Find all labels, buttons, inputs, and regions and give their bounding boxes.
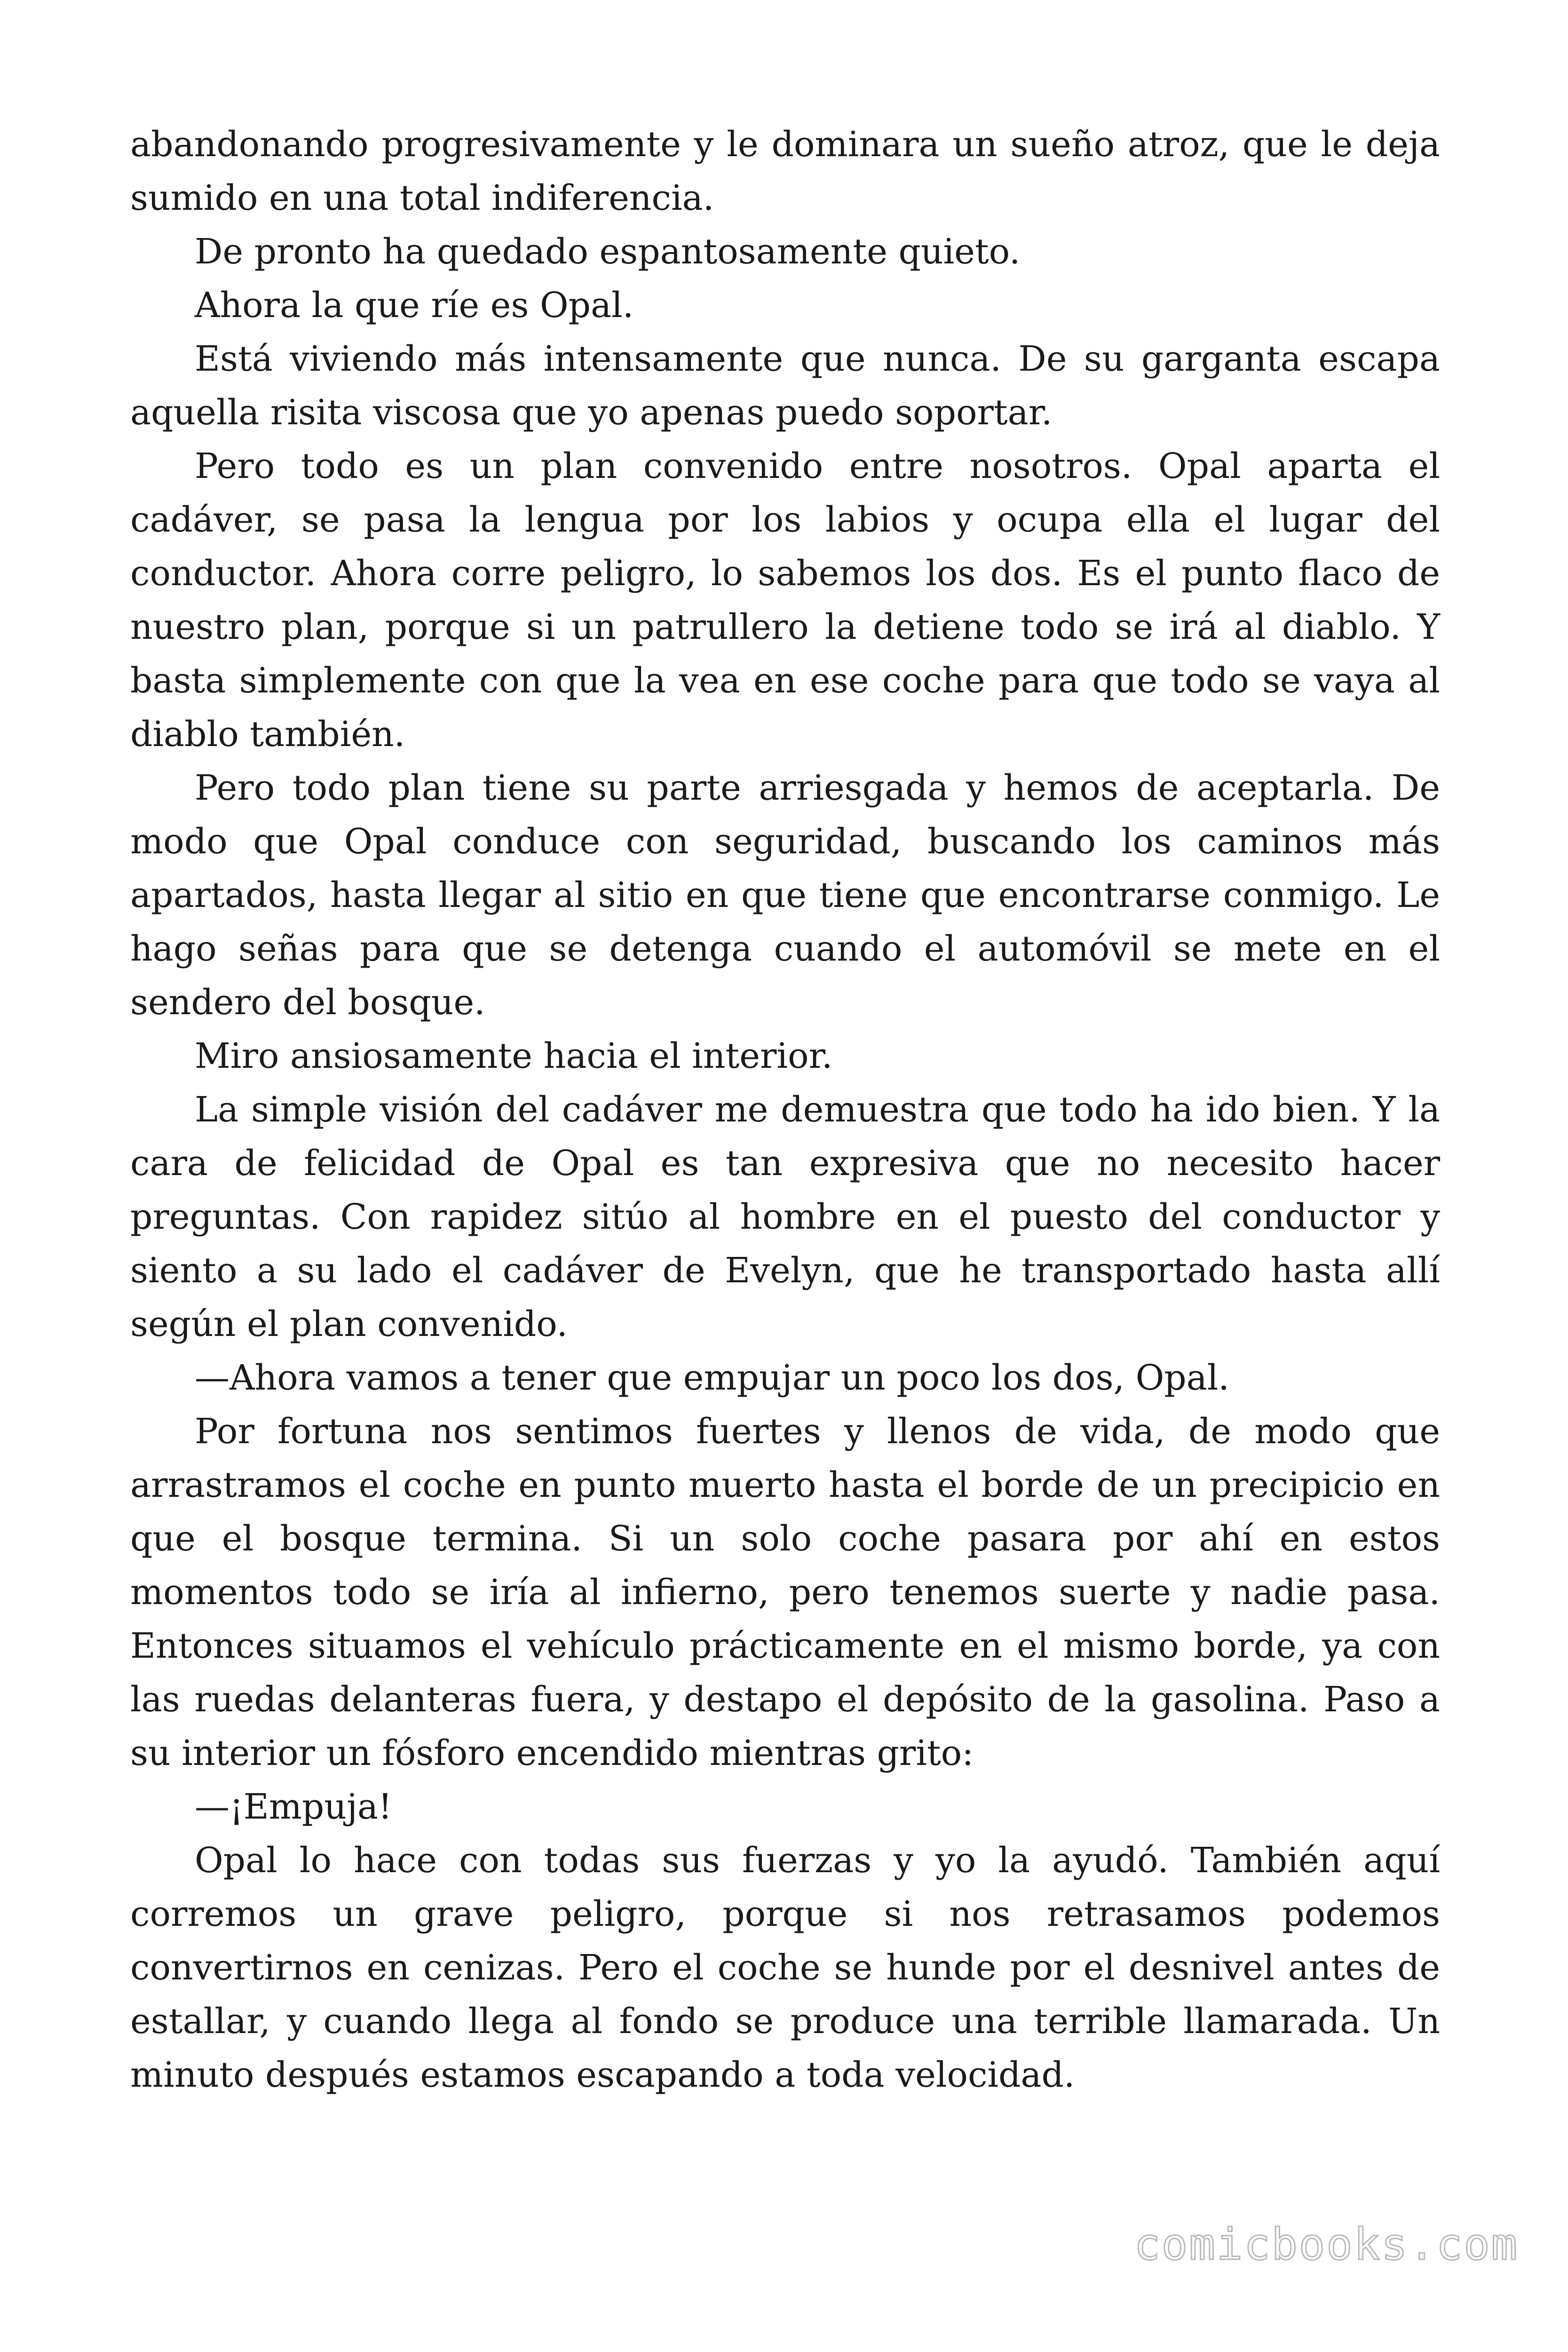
paragraph: Miro ansiosamente hacia el interior. <box>195 1036 833 1076</box>
paragraph: Pero todo plan tiene su parte arriesgada y hemos de aceptarla. De modo que Opal conduce con seguridad, buscando los caminos más apartados, hasta llegar al sitio en que tiene que encontrarse conmigo. Le hago señas para que se detenga cuando el automóvil se mete en el sendero del bosque. <box>130 768 1440 1023</box>
page-body-text <box>130 118 1440 2102</box>
paragraph: Está viviendo más intensamente que nunca. De su garganta escapa aquella risita viscosa que yo apenas puedo soportar. <box>130 339 1440 433</box>
paragraph: De pronto ha quedado espantosamente quieto. <box>195 231 1021 272</box>
paragraph-continuation: abandonando progresivamente y le dominara un sueño atroz, que le deja sumido en una total indiferencia. <box>130 124 1440 218</box>
dialogue-line: —¡Empuja! <box>195 1787 392 1827</box>
dialogue-line: —Ahora vamos a tener que empujar un poco los dos, Opal. <box>195 1358 1229 1398</box>
paragraph: Ahora la que ríe es Opal. <box>195 285 634 326</box>
paragraph: Pero todo es un plan convenido entre nosotros. Opal aparta el cadáver, se pasa la lengua por los labios y ocupa ella el lugar del conductor. Ahora corre peligro, lo sabemos los dos. Es el punto flaco de nuestro plan, porque si un patrullero la detiene todo se irá al diablo. Y basta simplemente con que la vea en ese coche para que todo se vaya al diablo también. <box>130 446 1440 755</box>
watermark: comicbooks.com <box>1134 2219 1519 2270</box>
paragraph: La simple visión del cadáver me demuestra que todo ha ido bien. Y la cara de felicidad de Opal es tan expresiva que no necesito hacer preguntas. Con rapidez sitúo al hombre en el puesto del conductor y siento a su lado el cadáver de Evelyn, que he transportado hasta allí según el plan convenido. <box>130 1089 1440 1344</box>
paragraph: Opal lo hace con todas sus fuerzas y yo la ayudó. También aquí corremos un grave peligro, porque si nos retrasamos podemos convertirnos en cenizas. Pero el coche se hunde por el desnivel antes de estallar, y cuando llega al fondo se produce una terrible llamarada. Un minuto después estamos escapando a toda velocidad. <box>130 1840 1440 2095</box>
paragraph: Por fortuna nos sentimos fuertes y llenos de vida, de modo que arrastramos el coche en punto muerto hasta el borde de un precipicio en que el bosque termina. Si un solo coche pasara por ahí en estos momentos todo se iría al infierno, pero tenemos suerte y nadie pasa. Entonces situamos el vehículo prácticamente en el mismo borde, ya con las ruedas delanteras fuera, y destapo el depósito de la gasolina. Paso a su interior un fósforo encendido mientras grito: <box>130 1411 1440 1773</box>
